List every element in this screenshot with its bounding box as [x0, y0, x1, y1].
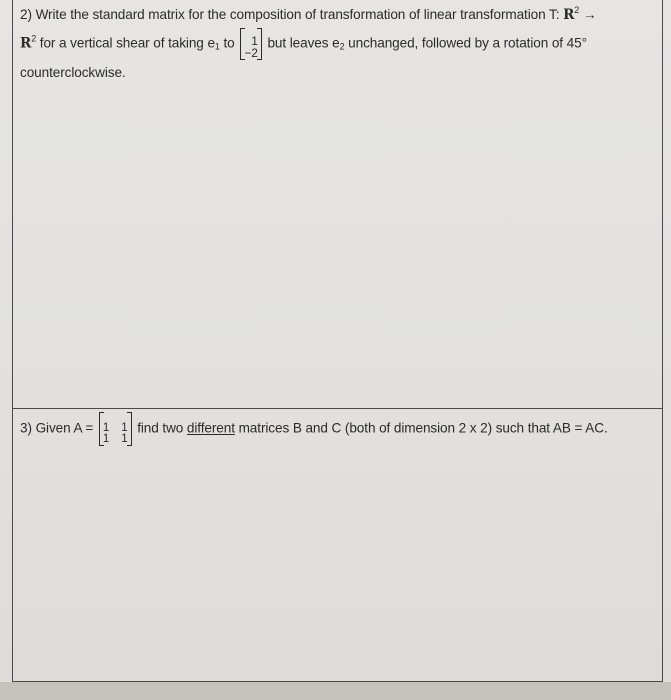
page-bottom-edge: [0, 682, 671, 700]
question-3-line-1: 3) Given A = 1 1 1 1 find two different matrices B and C (both of dimension 2 x 2) such that AB = AC.: [20, 412, 660, 446]
emphasis-different: different: [186, 420, 235, 436]
question-divider: [12, 408, 663, 409]
question-2: [20, 2, 660, 85]
real-numbers-symbol: R: [563, 7, 575, 23]
question-2-line-2: $R^2$ for a vertical shear of taking $e_1$ to 1 −2 but leaves $e_2$ unchanged, followed by a rotation of 45°: [20, 28, 660, 60]
question-3: [20, 412, 660, 446]
question-2-line-1: 2) Write the standard matrix for the composition of transformation of linear transformation T: $R^2$ →: [20, 5, 597, 23]
matrix-a: 1 1 1 1: [99, 412, 132, 446]
real-numbers-symbol: R: [20, 35, 32, 52]
question-2-line-3: counterclockwise.: [20, 65, 126, 80]
question-frame: [12, 0, 663, 682]
shear-vector: 1 −2: [240, 28, 261, 60]
